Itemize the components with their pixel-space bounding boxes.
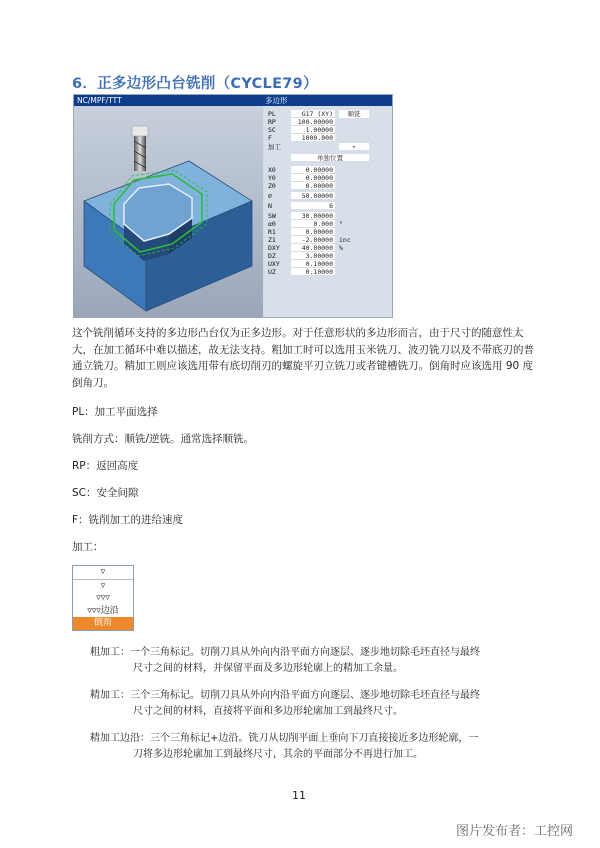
publisher-credit: 图片发布者：工控网: [456, 824, 574, 839]
param-value[interactable]: 0.10000: [291, 260, 335, 267]
explanation-roughing: [90, 645, 540, 677]
param-value[interactable]: 6: [291, 202, 335, 209]
page-number: 11: [292, 789, 306, 802]
param-row: [264, 134, 392, 142]
param-value[interactable]: -2.00000: [291, 236, 335, 243]
param-value[interactable]: 0.00000: [291, 166, 335, 173]
param-name: RP: [268, 118, 276, 126]
param-row: [264, 236, 392, 244]
param-row: [264, 212, 392, 220]
param-name: α0: [268, 220, 276, 228]
intro-paragraph: 这个铣削循环支持的多边形凸台仅为正多边形。对于任意形状的多边形而言，由于尺寸的随意性太大，在加工循环中难以描述，故无法支持。粗加工时可以选用玉米铣刀、波刃铣刀以及不带底刃的普通立铣刀。精加工则应该选用带有底切削刃的螺旋平刃立铣刀或者键槽铣刀。倒角时应该选用 90 度倒角刀。: [72, 327, 534, 389]
param-value[interactable]: 50.00000: [291, 192, 335, 199]
param-row: [264, 126, 392, 134]
param-name: Z0: [268, 182, 276, 190]
program-path: NC/MPF/TTT: [77, 96, 122, 105]
option-finishing[interactable]: ▿▿▿: [96, 593, 110, 603]
param-row: [264, 228, 392, 236]
param-row: [264, 202, 392, 210]
explanation-tail: 尺寸之间的材料，并保留平面及多边形轮廓上的精加工余量。: [133, 663, 403, 674]
param-name: F: [268, 134, 272, 142]
param-row: [264, 268, 392, 276]
param-name: DXY: [268, 244, 280, 252]
param-row: [264, 252, 392, 260]
param-value[interactable]: 1.00000: [291, 126, 335, 133]
param-row: [264, 244, 392, 252]
panel-title: 多边形: [265, 96, 288, 105]
param-row: [264, 182, 392, 190]
line-pl: PL：加工平面选择: [72, 406, 158, 418]
polygon-3d-view: [74, 106, 263, 317]
param-row: [264, 154, 392, 162]
param-value[interactable]: 0.00000: [291, 228, 335, 235]
param-select[interactable]: ▿: [339, 143, 369, 150]
section-title: 6．正多边形凸台铣削（CYCLE79）: [72, 76, 318, 92]
param-row: [264, 110, 392, 118]
param-name: UXY: [268, 260, 280, 268]
param-value[interactable]: 1000.000: [291, 134, 335, 141]
param-name: DZ: [268, 252, 276, 260]
polygon-boss-illustration: [74, 106, 263, 317]
parameter-table: [264, 106, 392, 317]
param-value[interactable]: 40.00000: [291, 244, 335, 251]
machining-dropdown[interactable]: [72, 565, 134, 631]
explanation-finishing: [90, 688, 540, 720]
param-name: R1: [268, 228, 276, 236]
cnc-cycle-panel: [73, 94, 393, 318]
param-name: N: [268, 202, 272, 210]
param-name: SW: [268, 212, 276, 220]
line-rp: RP：返回高度: [72, 460, 139, 472]
param-name: X0: [268, 166, 276, 174]
param-row: [264, 166, 392, 174]
param-value[interactable]: G17 (XY): [291, 110, 335, 117]
param-value[interactable]: 0.00000: [291, 174, 335, 181]
explanation-head: 精加工边沿：三个三角标记+边沿。铣刀从切削平面上垂向下刀直接接近多边形轮廓，一: [90, 733, 479, 744]
param-row: [264, 260, 392, 268]
param-name: ∅: [268, 192, 272, 200]
param-row: [264, 192, 392, 200]
param-unit: °: [339, 220, 343, 228]
line-f: F：铣削加工的进给速度: [72, 514, 184, 526]
explanation-tail: 尺寸之间的材料，直接将平面和多边形轮廓加工到最终尺寸。: [133, 706, 403, 717]
param-row: [264, 174, 392, 182]
param-value[interactable]: 0.00000: [291, 182, 335, 189]
explanation-tail: 刀将多边形轮廓加工到最终尺寸，其余的平面部分不再进行加工。: [133, 749, 423, 760]
param-unit[interactable]: 顺铣: [339, 110, 369, 118]
param-name: 加工: [268, 143, 281, 151]
option-chamfer[interactable]: 倒角: [73, 617, 133, 630]
param-value[interactable]: 0.10000: [291, 268, 335, 275]
param-name: Y0: [268, 174, 276, 182]
param-value[interactable]: 100.00000: [291, 118, 335, 125]
panel-header: [74, 95, 392, 106]
param-value[interactable]: 30.00000: [291, 212, 335, 219]
explanation-head: 精加工：三个三角标记。切削刀具从外向内沿平面方向逐层、逐步地切除毛坯直径与最终: [90, 690, 480, 701]
param-value[interactable]: 0.000: [291, 220, 335, 227]
param-value[interactable]: 3.00000: [291, 252, 335, 259]
explanation-head: 粗加工：一个三角标记。切削刀具从外向内沿平面方向逐层、逐步地切除毛坯直径与最终: [90, 647, 480, 658]
param-row: [264, 220, 392, 228]
dropdown-current[interactable]: ▿: [73, 566, 133, 580]
param-row: [264, 118, 392, 126]
param-unit: inc: [339, 236, 351, 244]
option-edge-finishing[interactable]: ▿▿▿边沿: [87, 605, 119, 616]
param-name: SC: [268, 126, 276, 134]
option-roughing[interactable]: ▿: [100, 580, 106, 591]
param-row: [264, 143, 392, 151]
param-value[interactable]: 单独位置: [291, 154, 369, 161]
param-name: UZ: [268, 268, 276, 276]
line-sc: SC：安全间隙: [72, 487, 139, 499]
line-milling-direction: 铣削方式：顺铣/逆铣。通常选择顺铣。: [72, 433, 255, 445]
line-machining: 加工：: [72, 541, 104, 553]
explanation-edge-finishing: [90, 731, 540, 763]
param-name: Z1: [268, 236, 276, 244]
param-unit: %: [339, 244, 343, 252]
param-name: PL: [268, 110, 276, 118]
